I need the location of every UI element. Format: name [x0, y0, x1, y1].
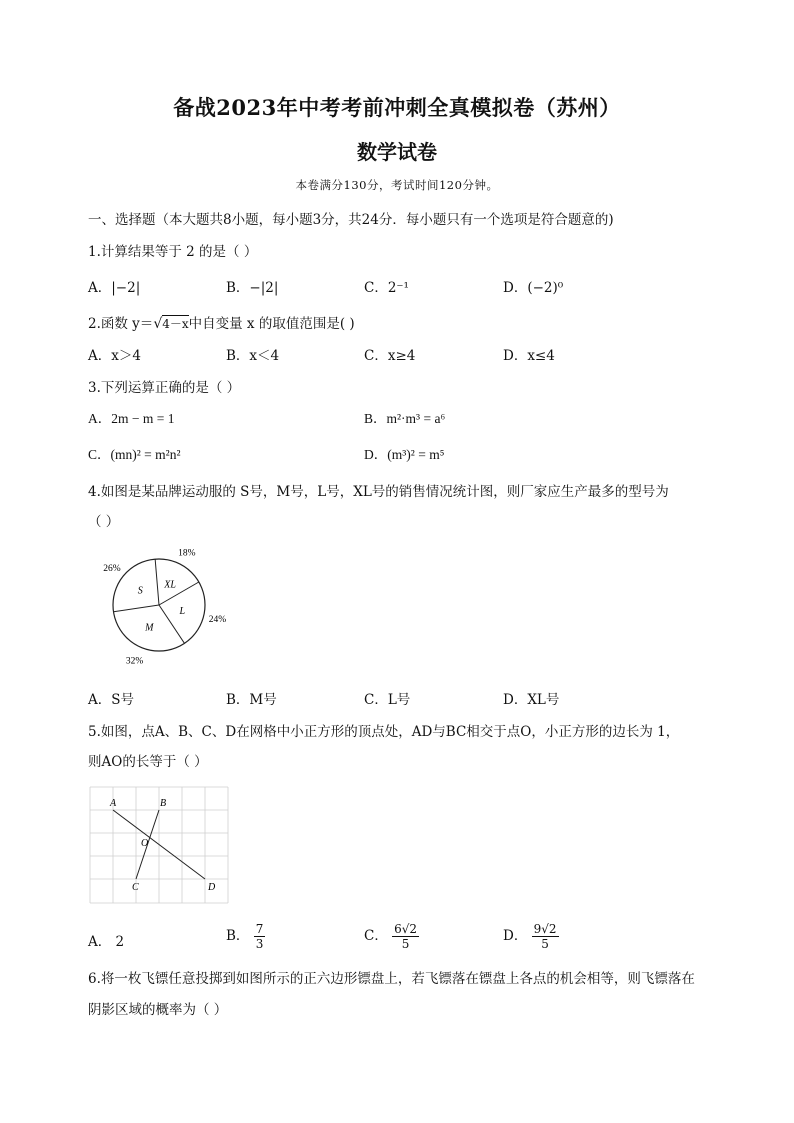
q5-option-d-num: 9√2 [533, 922, 557, 936]
q4-option-d: D．XL号 [503, 692, 560, 708]
q2-stem-root: 4－x [162, 317, 189, 331]
q1-option-a: A．|−2| [88, 280, 141, 296]
q5-option-d-prefix: D． [503, 928, 528, 944]
pie-slice-label: S [137, 585, 143, 597]
q2-option-a: A．x＞4 [88, 348, 141, 364]
pie-percent-label: 32% [125, 656, 144, 667]
exam-subtitle: 数学试卷 [357, 140, 437, 164]
q4-stem-line2: （ ） [88, 514, 120, 530]
pie-slice-label: M [145, 622, 154, 634]
point-label-d: D [208, 882, 216, 893]
q5-option-b-prefix: B． [226, 928, 250, 944]
grid-figure [88, 785, 238, 907]
sqrt-symbol: √ [153, 316, 163, 332]
q5-option-c [364, 922, 419, 951]
q1-option-d: D．(−2)⁰ [503, 280, 564, 296]
pie-slice-label: XL [164, 579, 176, 591]
q1-option-c: C．2⁻¹ [364, 280, 409, 296]
q2-option-c: C．x≥4 [364, 348, 416, 364]
q5-option-b-num: 7 [255, 922, 264, 936]
q5-option-d-den: 5 [541, 937, 549, 951]
pie-slice-boundary [113, 605, 159, 612]
q5-option-b [226, 922, 265, 951]
pie-percent-label: 26% [103, 564, 121, 575]
q4-option-b: B．M号 [226, 692, 277, 708]
section-heading: 一、选择题（本大题共8小题，每小题3分，共24分．每小题只有一个选项是符合题意的) [88, 212, 614, 228]
q1-option-b: B．−|2| [226, 280, 279, 296]
point-label-a: A [110, 798, 117, 809]
exam-note: 本卷满分130分，考试时间120分钟。 [295, 178, 499, 192]
q5-option-c-fraction [392, 922, 419, 951]
q2-option-b: B．x＜4 [226, 348, 280, 364]
point-label-o: O [141, 838, 149, 849]
q3-option-c: C．(mn)² = m²n² [88, 447, 181, 462]
pie-percent-label: 18% [178, 548, 196, 559]
pie-group [103, 548, 226, 666]
q2-stem-post: 中自变量 x 的取值范围是( ) [188, 316, 355, 332]
q4-option-c: C．L号 [364, 692, 411, 708]
q6-stem-line1: 6.将一枚飞镖任意投掷到如图所示的正六边形镖盘上，若飞镖落在镖盘上各点的机会相等，则飞镖落在 [88, 971, 695, 987]
pie-percent-label: 24% [208, 615, 227, 626]
pie-slice-boundary [155, 559, 159, 605]
q4-stem-line1: 4.如图是某品牌运动服的 S号，M号，L号，XL号的销售情况统计图，则厂家应生产最多的型号为 [88, 484, 669, 500]
q2-stem [88, 312, 355, 332]
q5-option-b-fraction [254, 922, 266, 951]
q5-option-d-fraction [532, 922, 559, 951]
q5-option-a: A． 2 [88, 934, 125, 950]
pie-chart [84, 538, 254, 670]
q6-stem-line2: 阴影区域的概率为（ ） [88, 1002, 228, 1018]
q5-option-c-num: 6√2 [394, 922, 418, 936]
q5-option-d [503, 922, 559, 951]
q3-option-d: D．(m³)² = m⁵ [364, 447, 445, 462]
q3-option-b: B．m²·m³ = a⁶ [364, 411, 446, 426]
q5-option-c-den: 5 [401, 937, 410, 951]
q2-stem-pre: 2.函数 y＝ [88, 316, 154, 332]
point-label-b: B [160, 798, 167, 809]
q3-stem: 3.下列运算正确的是（ ） [88, 380, 241, 396]
pie-slice-label: L [179, 605, 186, 617]
q5-option-b-den: 3 [255, 937, 264, 951]
q5-option-c-prefix: C． [364, 928, 388, 944]
q5-stem-line2: 则AO的长等于（ ） [88, 754, 208, 770]
q2-option-d: D．x≤4 [503, 348, 555, 364]
q1-stem: 1.计算结果等于 2 的是（ ） [88, 244, 258, 260]
q5-stem-line1: 5.如图，点A、B、C、D在网格中小正方形的顶点处，AD与BC相交于点O，小正方形的边长为 1， [88, 724, 680, 740]
q4-option-a: A．S号 [88, 692, 134, 708]
exam-title: 备战2023年中考考前冲刺全真模拟卷（苏州） [173, 95, 621, 120]
point-label-c: C [132, 882, 139, 893]
q3-option-a: A．2m − m = 1 [88, 411, 175, 426]
